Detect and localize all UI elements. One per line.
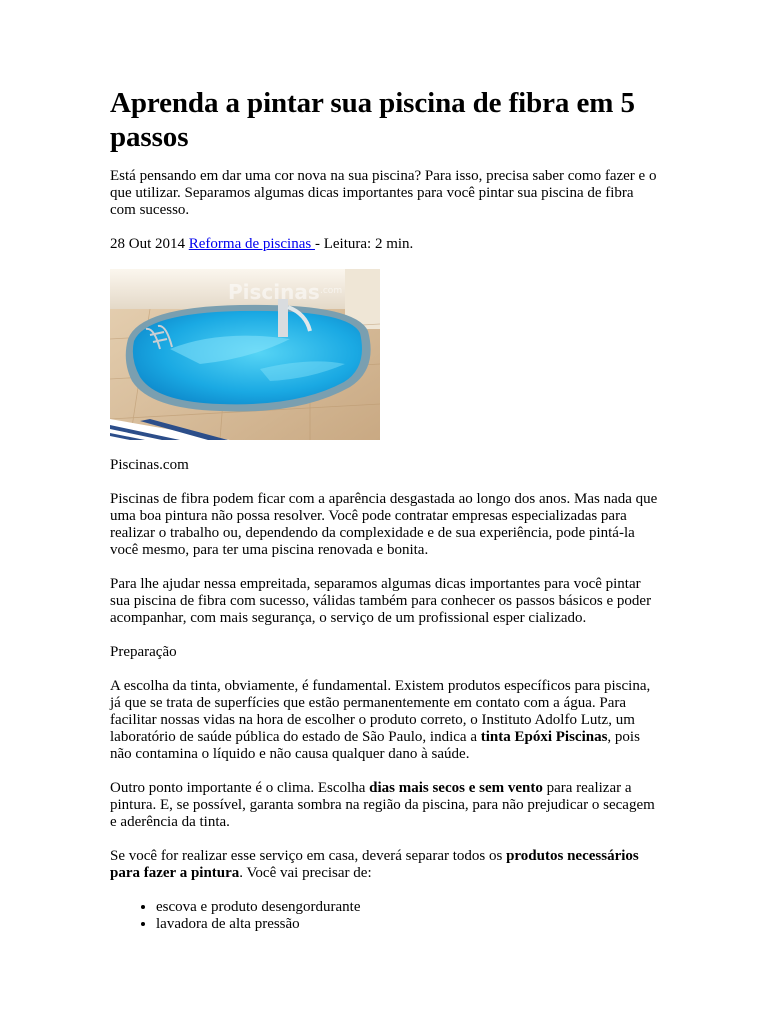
pool-photo (110, 269, 380, 440)
page-title: Aprenda a pintar sua piscina de fibra em 5 passos (110, 87, 635, 153)
bold-text: produtos necessários para fazer a pintura (110, 848, 639, 881)
paragraph-2: Para lhe ajudar nessa empreitada, separamos algumas dicas importantes para você pintar sua piscina de fibra com sucesso, válidas também para conhecer os passos básicos e poder acompanhar, com mais segurança, o serviço de um profissional esper cializado. (110, 576, 652, 626)
paragraph-3: A escolha da tinta, obviamente, é fundamental. Existem produtos específicos para piscina, já que se trata de superfícies que estão permanentemente em contato com a água. Para facilitar nossas vidas na hora de escolher o produto correto, o Instituto Adolfo Lutz, um laboratório de saúde pública do estado de São Paulo, indica a tinta Epóxi Piscinas, pois não contamina o líquido e não causa qualquer dano à saúde. (110, 678, 651, 762)
publish-date: 28 Out 2014 (110, 236, 185, 252)
reading-time: - Leitura: 2 min. (314, 236, 414, 252)
article (110, 86, 660, 933)
category-link[interactable]: Reforma de piscinas (188, 236, 315, 252)
section-heading: Preparação (110, 644, 177, 660)
list-item: • lavadora de alta pressão (156, 916, 660, 933)
paragraph-4: Outro ponto importante é o clima. Escolha dias mais secos e sem vento para realizar a pintura. E, se possível, garanta sombra na região da piscina, para não prejudicar o secagem e aderência da tinta. (110, 780, 655, 830)
paragraph-1: Piscinas de fibra podem ficar com a aparência desgastada ao longo dos anos. Mas nada que uma boa pintura não possa resolver. Você pode contratar empresas especializadas para realizar o trabalho ou, dependendo da complexidade e de sua experiência, pode pintá-la você mesmo, para ter uma piscina renovada e bonita. (110, 491, 658, 558)
supplies-list (110, 899, 660, 933)
article-meta (110, 236, 660, 253)
bold-text: tinta Epóxi Piscinas (480, 729, 608, 745)
svg-text:.com: .com (320, 286, 343, 296)
list-item: • escova e produto desengordurante (156, 899, 660, 916)
intro-paragraph: Está pensando em dar uma cor nova na sua piscina? Para isso, precisa saber como fazer e o que utilizar. Separamos algumas dicas importantes para você pintar sua piscina de fibra com sucesso. (110, 168, 657, 218)
svg-text:Piscinas: Piscinas (228, 280, 320, 304)
image-caption: Piscinas.com (110, 457, 189, 473)
bold-text: dias mais secos e sem vento (369, 780, 543, 796)
paragraph-5: Se você for realizar esse serviço em casa, deverá separar todos os produtos necessários para fazer a pintura. Você vai precisar de: (110, 848, 639, 881)
